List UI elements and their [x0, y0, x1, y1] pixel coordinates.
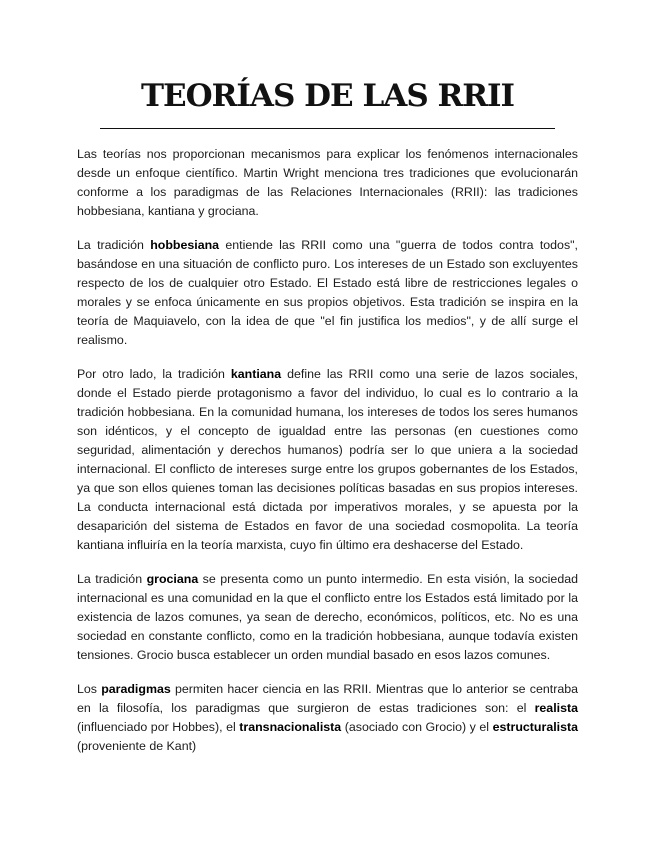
- paragraph-intro: Las teorías nos proporcionan mecanismos para explicar los fenómenos internacionales desde un enfoque científico. Martin Wright menciona tres tradiciones que evolucionarán conforme a los paradigmas de las Relaciones Internacionales (RRII): las tradiciones hobbesiana, kantiana y grociana.: [77, 147, 578, 218]
- term-transnacionalista: transnacionalista: [239, 720, 342, 734]
- term-estructuralista: estructuralista: [492, 720, 579, 734]
- term-grociana: grociana: [146, 572, 199, 586]
- paragraph-grociana: La tradición grociana se presenta como un punto intermedio. En esta visión, la sociedad internacional es una comunidad en la que el conflicto entre los Estados está limitado por la existencia de lazos comunes, ya sean de derecho, económicos, políticos, etc. No es una sociedad en constante conflicto, como en la tradición hobbesiana, aunque todavía existen tensiones. Grocio busca establecer un orden mundial basado en esos lazos comunes.: [77, 572, 578, 662]
- paragraph-hobbesiana: La tradición hobbesiana entiende las RRII como una "guerra de todos contra todos", basándose en una situación de conflicto puro. Los intereses de un Estado son excluyentes respecto de los de cualquier otro Estado. El Estado está libre de restricciones legales o morales y se enfoca únicamente en sus propios objetivos. Esta tradición se inspira en la teoría de Maquiavelo, con la idea de que "el fin justifica los medios", y de allí surge el realismo.: [77, 238, 578, 347]
- document-body: [77, 145, 578, 771]
- paragraph-kantiana: Por otro lado, la tradición kantiana define las RRII como una serie de lazos sociales, donde el Estado pierde protagonismo a favor del individuo, lo cual es lo contrario a la tradición hobbesiana. En la comunidad humana, los intereses de todos los seres humanos son idénticos, y el concepto de igualdad entre las personas (en cuestiones como seguridad, alimentación y derechos humanos) podría ser lo que uniera a la sociedad internacional. El conflicto de intereses surge entre los grupos gobernantes de los Estados, ya que son ellos quienes toman las decisiones políticas basadas en sus propios intereses. La conducta internacional está dictada por imperativos morales, y se apuesta por la desaparición del sistema de Estados en favor de una sociedad cosmopolita. La teoría kantiana influiría en la teoría marxista, cuyo fin último era deshacerse del Estado.: [77, 367, 578, 552]
- term-kantiana: kantiana: [230, 367, 282, 381]
- title-underline: [100, 128, 555, 129]
- term-realista: realista: [534, 701, 578, 715]
- paragraph-paradigmas: Los paradigmas permiten hacer ciencia en las RRII. Mientras que lo anterior se centraba en la filosofía, los paradigmas que surgieron de estas tradiciones son: el realista (influenciado por Hobbes), el transnacionalista (asociado con Grocio) y el estructuralista (proveniente de Kant): [77, 682, 579, 753]
- page-title: TEORÍAS DE LAS RRII: [140, 78, 515, 114]
- term-paradigmas: paradigmas: [101, 682, 171, 696]
- term-hobbesiana: hobbesiana: [150, 238, 220, 252]
